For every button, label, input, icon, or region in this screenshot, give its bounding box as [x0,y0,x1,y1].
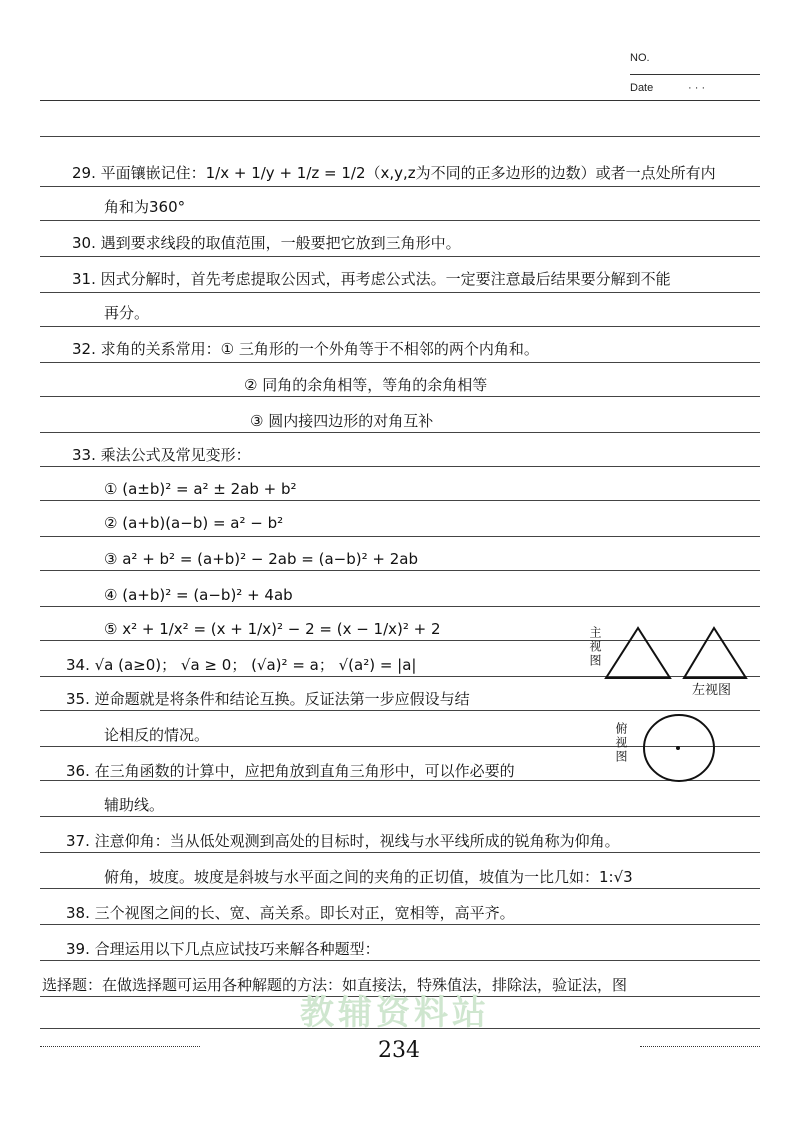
front-view-triangle [604,626,674,682]
ruled-line [40,606,760,607]
note-32-line1: 32. 求角的关系常用：① 三角形的一个外角等于不相邻的两个内角和。 [72,340,539,358]
footer-left-dots [40,1046,200,1047]
note-29-line2: 角和为360° [104,198,186,216]
ruled-line [40,466,760,467]
note-33-formula4: ④ (a+b)² = (a−b)² + 4ab [104,586,293,604]
note-29-line1: 29. 平面镶嵌记住：1/x + 1/y + 1/z = 1/2（x,y,z为不同的正多边形的边数）或者一点处所有内 [72,164,716,182]
note-33-formula3: ③ a² + b² = (a+b)² − 2ab = (a−b)² + 2ab [104,550,418,568]
ruled-line [40,888,760,889]
note-33-formula5: ⑤ x² + 1/x² = (x + 1/x)² − 2 = (x − 1/x)² + 2 [104,620,441,638]
note-33-formula2: ② (a+b)(a−b) = a² − b² [104,514,284,532]
page-number: 234 [378,1038,420,1063]
note-choice-questions: 选择题：在做选择题可运用各种解题的方法：如直接法，特殊值法，排除法，验证法，图 [42,976,628,994]
watermark: 教辅资料站 [300,993,490,1033]
ruled-line [40,256,760,257]
ruled-line [40,536,760,537]
ruled-line [40,220,760,221]
header-date-label: Date [630,82,654,94]
header-no-label: NO. [630,52,650,64]
ruled-line [40,432,760,433]
note-37-line2: 俯角，坡度。坡度是斜坡与水平面之间的夹角的正切值，坡值为一比几如：1:√3 [104,868,633,886]
ruled-line [40,960,760,961]
note-35-line1: 35. 逆命题就是将条件和结论互换。反证法第一步应假设与结 [66,690,470,708]
ruled-line [40,924,760,925]
top-view-circle [640,712,720,788]
header-top-rule [40,100,760,101]
ruled-line [40,396,760,397]
header-date-dots: · · · [688,82,706,94]
ruled-line [40,710,760,711]
note-30: 30. 遇到要求线段的取值范围，一般要把它放到三角形中。 [72,234,461,252]
left-view-label: 左视图 [692,683,732,698]
note-31-line1: 31. 因式分解时，首先考虑提取公因式，再考虑公式法。一定要注意最后结果要分解到不能 [72,270,671,288]
footer-right-dots [640,1046,760,1047]
note-36-line1: 36. 在三角函数的计算中，应把角放到直角三角形中，可以作必要的 [66,762,515,780]
note-38: 38. 三个视图之间的长、宽、高关系。即长对正，宽相等，高平齐。 [66,904,515,922]
front-view-label: 主视图 [588,626,602,668]
ruled-line [40,326,760,327]
note-35-line2: 论相反的情况。 [104,726,210,744]
note-34: 34. √a (a≥0)； √a ≥ 0； (√a)² = a； √(a²) = |a| [66,656,417,674]
left-view-triangle [682,626,752,682]
ruled-line [40,186,760,187]
note-39: 39. 合理运用以下几点应试技巧来解各种题型： [66,940,380,958]
note-31-line2: 再分。 [104,304,150,322]
note-37-line1: 37. 注意仰角：当从低处观测到高处的目标时，视线与水平线所成的锐角称为仰角。 [66,832,620,850]
note-33-formula1: ① (a±b)² = a² ± 2ab + b² [104,480,297,498]
header-no-rule [630,74,760,75]
ruled-line [40,500,760,501]
ruled-line [40,852,760,853]
note-32-line2: ② 同角的余角相等，等角的余角相等 [244,376,488,394]
ruled-line [40,816,760,817]
note-32-line3: ③ 圆内接四边形的对角互补 [250,412,434,430]
top-view-label: 俯视图 [614,722,628,764]
note-36-line2: 辅助线。 [104,796,165,814]
ruled-line [40,570,760,571]
ruled-line [40,292,760,293]
ruled-line [40,136,760,137]
note-33-heading: 33. 乘法公式及常见变形： [72,446,251,464]
ruled-line [40,362,760,363]
